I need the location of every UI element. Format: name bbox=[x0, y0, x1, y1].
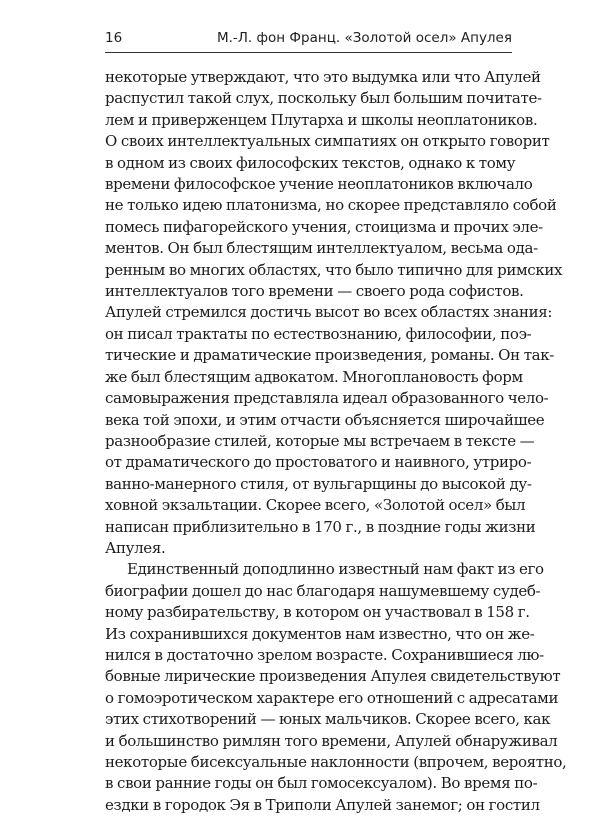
text-line: нился в достаточно зрелом возрасте. Сохранившиеся лю- bbox=[105, 645, 544, 664]
text-line: разнообразие стилей, которые мы встречаем в тексте — bbox=[105, 431, 535, 450]
text-line: ездки в городок Эя в Триполи Апулей занемог; он гостил bbox=[105, 795, 540, 814]
text-line: Из сохранившихся документов нам известно, что он же- bbox=[105, 624, 535, 643]
text-line: этих стихотворений — юных мальчиков. Скорее всего, как bbox=[105, 710, 551, 729]
paragraph bbox=[105, 559, 567, 816]
text-line: О своих интеллектуальных симпатиях он открыто говорит bbox=[105, 132, 550, 151]
text-line: Апулей стремился достичь высот во всех областях знания: bbox=[105, 303, 553, 322]
text-line: распустил такой слух, поскольку был большим почитате- bbox=[105, 89, 542, 108]
text-line: времени философское учение неоплатоников включало bbox=[105, 175, 533, 194]
running-title: М.-Л. фон Франц. «Золотой осел» Апулея bbox=[216, 30, 512, 46]
text-line: ренным во многих областях, что было типично для римских bbox=[105, 260, 563, 279]
text-line: написан приблизительно в 170 г., в поздние годы жизни bbox=[105, 517, 536, 536]
text-line: ховной экзальтации. Скорее всего, «Золотой осел» был bbox=[105, 496, 526, 515]
text-line: бовные лирические произведения Апулея свидетельствуют bbox=[105, 667, 561, 686]
body-text bbox=[105, 67, 567, 816]
text-line: некоторые утверждают, что это выдумка или что Апулей bbox=[105, 68, 541, 86]
text-line: он писал трактаты по естествознанию, философии, поэ- bbox=[105, 324, 532, 343]
text-line: ному разбирательству, в котором он участвовал в 158 г. bbox=[105, 603, 530, 622]
text-line: века той эпохи, и этим отчасти объясняется широчайшее bbox=[105, 410, 545, 429]
text-line: в одном из своих философских текстов, однако к тому bbox=[105, 153, 516, 172]
paragraph bbox=[105, 67, 563, 559]
text-line: Единственный доподлинно известный нам факт из его bbox=[127, 560, 544, 579]
text-line: и большинство римлян того времени, Апулей обнаруживал bbox=[105, 731, 558, 750]
text-line: помесь пифагорейского учения, стоицизма и прочих эле- bbox=[105, 217, 543, 236]
text-line: ванно-манерного стиля, от вульгарщины до высокой ду- bbox=[105, 474, 532, 493]
text-line: лем и приверженцем Плутарха и школы неоплатоников. bbox=[105, 110, 538, 129]
page-number: 16 bbox=[105, 30, 123, 46]
text-line: о гомоэротическом характере его отношений с адресатами bbox=[105, 688, 559, 707]
text-line: биографии дошел до нас благодаря нашумевшему судеб- bbox=[105, 581, 541, 600]
text-line: в свои ранние годы он был гомосексуалом). Во время по- bbox=[105, 774, 538, 793]
text-line: же был блестящим адвокатом. Многоплановость форм bbox=[105, 367, 523, 386]
text-line: не только идею платонизма, но скорее представляло собой bbox=[105, 196, 557, 215]
text-line: тические и драматические произведения, романы. Он так- bbox=[105, 346, 554, 365]
text-line: от драматического до простоватого и наивного, утриро- bbox=[105, 453, 532, 472]
text-line: Апулея. bbox=[105, 538, 166, 557]
text-line: ментов. Он был блестящим интеллектуалом, весьма ода- bbox=[105, 239, 538, 258]
text-line: самовыражения представляла идеал образованного чело- bbox=[105, 389, 549, 408]
running-header bbox=[105, 26, 512, 53]
text-line: некоторые бисексуальные наклонности (впрочем, вероятно, bbox=[105, 753, 567, 771]
text-line: интеллектуалов того времени — своего рода софистов. bbox=[105, 282, 524, 301]
